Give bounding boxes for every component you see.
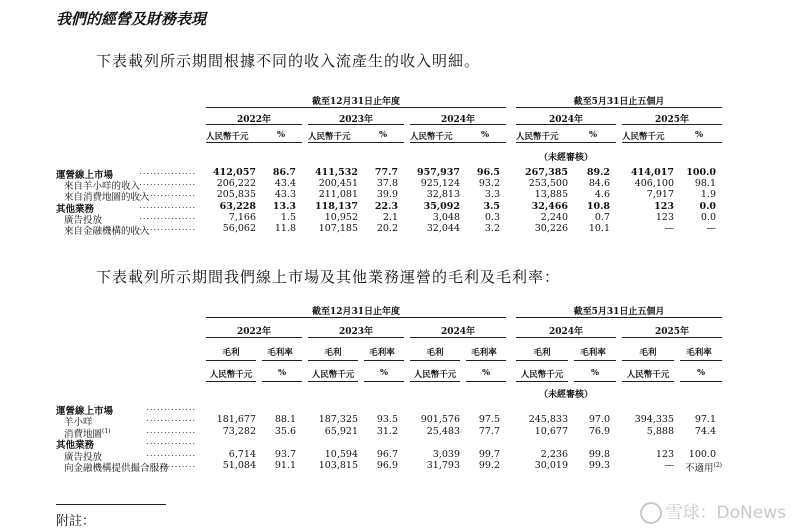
table-cell: 1.5: [280, 211, 296, 223]
table-cell: 123: [654, 200, 674, 212]
table-cell: 65,921: [324, 425, 358, 437]
col-margin-header: 毛利率: [471, 348, 497, 358]
table-cell: 2,236: [540, 448, 568, 460]
table-cell: 88.1: [274, 414, 296, 426]
table-cell: 93.2: [478, 178, 500, 190]
table-cell: 93.7: [274, 448, 296, 460]
table-cell: 0.0: [699, 200, 716, 212]
table-cell: 412,057: [213, 167, 256, 178]
row-label: 廣告投放: [64, 214, 103, 226]
table-cell: 99.3: [588, 460, 610, 471]
leader-dots: ................: [139, 223, 196, 232]
period-annual-header: 截至12月31日止年度: [311, 97, 401, 107]
period-interim-header: 截至5月31日止五個月: [573, 97, 665, 107]
table-cell: 3,048: [432, 211, 460, 223]
table-cell: 5,888: [646, 425, 674, 437]
table-cell: 96.7: [376, 448, 398, 460]
row-label: 其他業務: [56, 203, 95, 215]
col-margin-header: 毛利率: [369, 348, 395, 358]
table-cell: 394,335: [634, 414, 674, 426]
footnote-marker: (2): [713, 461, 722, 469]
table-cell: 77.7: [478, 425, 500, 437]
table-cell: 31.2: [376, 425, 398, 437]
table-cell: 97.5: [478, 414, 500, 426]
table-cell: 0.7: [594, 211, 610, 223]
table-cell: 3,039: [432, 448, 460, 460]
table-cell: 86.7: [272, 167, 296, 178]
table1-intro: 下表載列所示期間根據不同的收入流產生的收入明細。: [96, 52, 481, 70]
table-cell: 11.8: [274, 223, 296, 234]
leader-dots: ..............: [146, 437, 196, 447]
table-cell: 245,833: [528, 414, 568, 426]
table-cell: 13.3: [272, 200, 296, 212]
table-cell: 25,483: [426, 425, 460, 437]
table-cell: 63,228: [219, 200, 256, 212]
col-pct-header: %: [480, 130, 490, 140]
col-profit-header: 毛利: [324, 348, 342, 358]
table-cell: 205,835: [216, 189, 256, 201]
table-cell: 31,793: [426, 460, 460, 471]
col-margin-header: 毛利率: [580, 348, 606, 358]
leader-dots: ................: [139, 200, 196, 210]
col-amount-header: 人民幣千元: [622, 132, 665, 142]
row-label: 來自消費地圖的收入: [64, 192, 150, 204]
table-cell: 93.5: [376, 414, 398, 426]
table-cell: 43.3: [274, 189, 296, 201]
col-pct-header: %: [481, 368, 491, 378]
table-cell: 76.9: [588, 425, 610, 437]
table-cell: —: [664, 460, 674, 471]
leader-dots: ..............: [146, 425, 196, 435]
table-cell: —: [664, 223, 674, 234]
col-pct-header: %: [694, 130, 704, 140]
leader-dots: ................: [139, 211, 196, 221]
gross-profit-table: [56, 0, 736, 500]
leader-dots: ................: [139, 167, 196, 176]
table-cell: 74.4: [694, 425, 716, 437]
table-cell: —: [706, 223, 716, 234]
year-header: 2022年: [236, 327, 272, 337]
table-cell: 39.9: [376, 189, 398, 201]
row-label: 向金融機構提供撮合服務: [64, 463, 169, 474]
col-pct-header: %: [277, 368, 287, 378]
table-cell: 1.9: [700, 189, 716, 201]
table-cell: 51,084: [222, 460, 256, 471]
table-cell: 2,240: [540, 211, 568, 223]
table-cell: 99.2: [478, 460, 500, 471]
col-amount-header: 人民幣千元: [410, 132, 453, 142]
unaudited-note: （未經審核）: [538, 153, 593, 163]
col-pct-header: %: [590, 368, 600, 378]
table-cell: 3.3: [484, 189, 500, 201]
snowball-logo-icon: [640, 502, 662, 524]
year-header: 2025年: [654, 115, 690, 125]
col-amount-header: 人民幣千元: [413, 370, 457, 380]
col-amount-header: 人民幣千元: [516, 132, 559, 142]
table-cell: 不適用$^{(2)}$: [684, 461, 722, 474]
leader-dots: ..............: [146, 403, 196, 412]
table-cell: 4.6: [594, 189, 610, 201]
col-pct-header: %: [588, 130, 598, 140]
col-margin-header: 毛利率: [267, 348, 293, 358]
col-pct-header: %: [276, 130, 286, 140]
table-cell: 100.0: [688, 448, 716, 460]
col-pct-header: %: [696, 368, 706, 378]
table-cell: 0.0: [700, 211, 716, 223]
table-cell: 411,532: [315, 167, 358, 178]
col-pct-header: %: [378, 130, 388, 140]
table-cell: 10.8: [586, 200, 610, 212]
table-cell: 56,062: [222, 223, 256, 234]
year-header: 2023年: [338, 327, 374, 337]
table-cell: 200,451: [318, 178, 358, 190]
table-cell: 3.5: [483, 200, 500, 212]
col-profit-header: 毛利: [639, 348, 657, 358]
table-cell: 98.1: [694, 178, 716, 190]
section-heading: 我們的經營及財務表現: [56, 10, 207, 28]
footnote-marker: (1): [102, 427, 111, 435]
table-cell: 406,100: [634, 178, 674, 190]
table-cell: 32,466: [531, 200, 568, 212]
table2-intro: 下表載列所示期間我們線上市場及其他業務運營的毛利及毛利率：: [96, 268, 561, 286]
table-cell: 13,885: [534, 189, 568, 201]
leader-dots: ..............: [146, 448, 196, 458]
year-header: 2022年: [236, 115, 272, 125]
table-cell: 187,325: [318, 414, 358, 426]
table-cell: 99.7: [478, 448, 500, 460]
year-header: 2024年: [440, 115, 476, 125]
table-cell: 37.8: [376, 178, 398, 190]
table-cell: 20.2: [376, 223, 398, 234]
leader-dots: ..............: [146, 460, 196, 469]
col-amount-header: 人民幣千元: [626, 370, 670, 380]
table-cell: 211,081: [318, 189, 358, 201]
col-amount-header: 人民幣千元: [311, 370, 355, 380]
table-cell: 118,137: [315, 200, 358, 212]
row-label: 其他業務: [56, 440, 95, 452]
row-label: 廣告投放: [64, 451, 103, 463]
table-cell: 267,385: [525, 167, 568, 178]
col-amount-header: 人民幣千元: [209, 370, 253, 380]
table-cell: 100.0: [686, 167, 716, 178]
table-cell: 10.1: [588, 223, 610, 234]
table-cell: 73,282: [222, 425, 256, 437]
col-profit-header: 毛利: [222, 348, 240, 358]
table-cell: 253,500: [528, 178, 568, 190]
table-cell: 89.2: [586, 167, 610, 178]
row-label: 運營線上市場: [56, 406, 114, 417]
table-cell: 0.3: [484, 211, 500, 223]
watermark-text: 雪球：DoNews: [665, 503, 786, 523]
leader-dots: ................: [139, 178, 196, 188]
table-cell: 97.0: [588, 414, 610, 426]
table-cell: 30,019: [534, 460, 568, 471]
table-cell: 414,017: [631, 167, 674, 178]
watermark: [640, 498, 786, 524]
period-annual-header: 截至12月31日止年度: [311, 307, 401, 317]
year-header: 2025年: [654, 327, 690, 337]
leader-dots: ..............: [146, 414, 196, 424]
table-cell: 2.1: [382, 211, 398, 223]
row-label: 運營線上市場: [56, 170, 114, 181]
col-pct-header: %: [379, 368, 389, 378]
table-cell: 35.6: [274, 425, 296, 437]
col-amount-header: 人民幣千元: [520, 370, 564, 380]
table-cell: 10,952: [324, 211, 358, 223]
footnote-label: 附註：: [56, 514, 96, 529]
table-cell: 181,677: [216, 414, 256, 426]
table-cell: 96.9: [376, 460, 398, 471]
table-cell: 91.1: [274, 460, 296, 471]
table-cell: 10,594: [324, 448, 358, 460]
table-cell: 123: [655, 448, 674, 460]
table-cell: 901,576: [420, 414, 460, 426]
table-cell: 103,815: [318, 460, 358, 471]
table-cell: 96.5: [476, 167, 500, 178]
col-profit-header: 毛利: [426, 348, 444, 358]
row-label: 羊小咩: [64, 417, 93, 429]
leader-dots: ................: [139, 189, 196, 199]
unaudited-note: （未經審核）: [538, 390, 593, 400]
table-cell: 3.2: [484, 223, 500, 234]
table-cell: 7,917: [646, 189, 674, 201]
table-cell: 22.3: [374, 200, 398, 212]
row-label: 消費地圖$^{(1)}$: [64, 427, 111, 440]
table-cell: 206,222: [216, 178, 256, 190]
table-cell: 35,092: [423, 200, 460, 212]
year-header: 2024年: [440, 327, 476, 337]
table-cell: 957,937: [417, 167, 460, 178]
year-header: 2023年: [338, 115, 374, 125]
col-profit-header: 毛利: [533, 348, 551, 358]
col-amount-header: 人民幣千元: [206, 132, 249, 142]
table-cell: 32,813: [426, 189, 460, 201]
table-cell: 77.7: [374, 167, 398, 178]
table-cell: 32,044: [426, 223, 460, 234]
row-label: 來自羊小咩的收入: [64, 181, 141, 193]
year-header: 2024年: [548, 327, 584, 337]
table-cell: 97.1: [694, 414, 716, 426]
col-margin-header: 毛利率: [686, 348, 712, 358]
period-interim-header: 截至5月31日止五個月: [573, 307, 665, 317]
table-cell: 99.8: [588, 448, 610, 460]
table-cell: 107,185: [318, 223, 358, 234]
table-cell: 30,226: [534, 223, 568, 234]
table-cell: 123: [655, 211, 674, 223]
year-header: 2024年: [548, 115, 584, 125]
table-cell: 43.4: [274, 178, 296, 190]
table-cell: 84.6: [588, 178, 610, 190]
table-cell: 6,714: [228, 448, 256, 460]
table-cell: 925,124: [420, 178, 460, 190]
table-cell: 7,166: [228, 211, 256, 223]
col-amount-header: 人民幣千元: [308, 132, 351, 142]
table-cell: 10,677: [534, 425, 568, 437]
row-label: 來自金融機構的收入: [64, 226, 150, 237]
